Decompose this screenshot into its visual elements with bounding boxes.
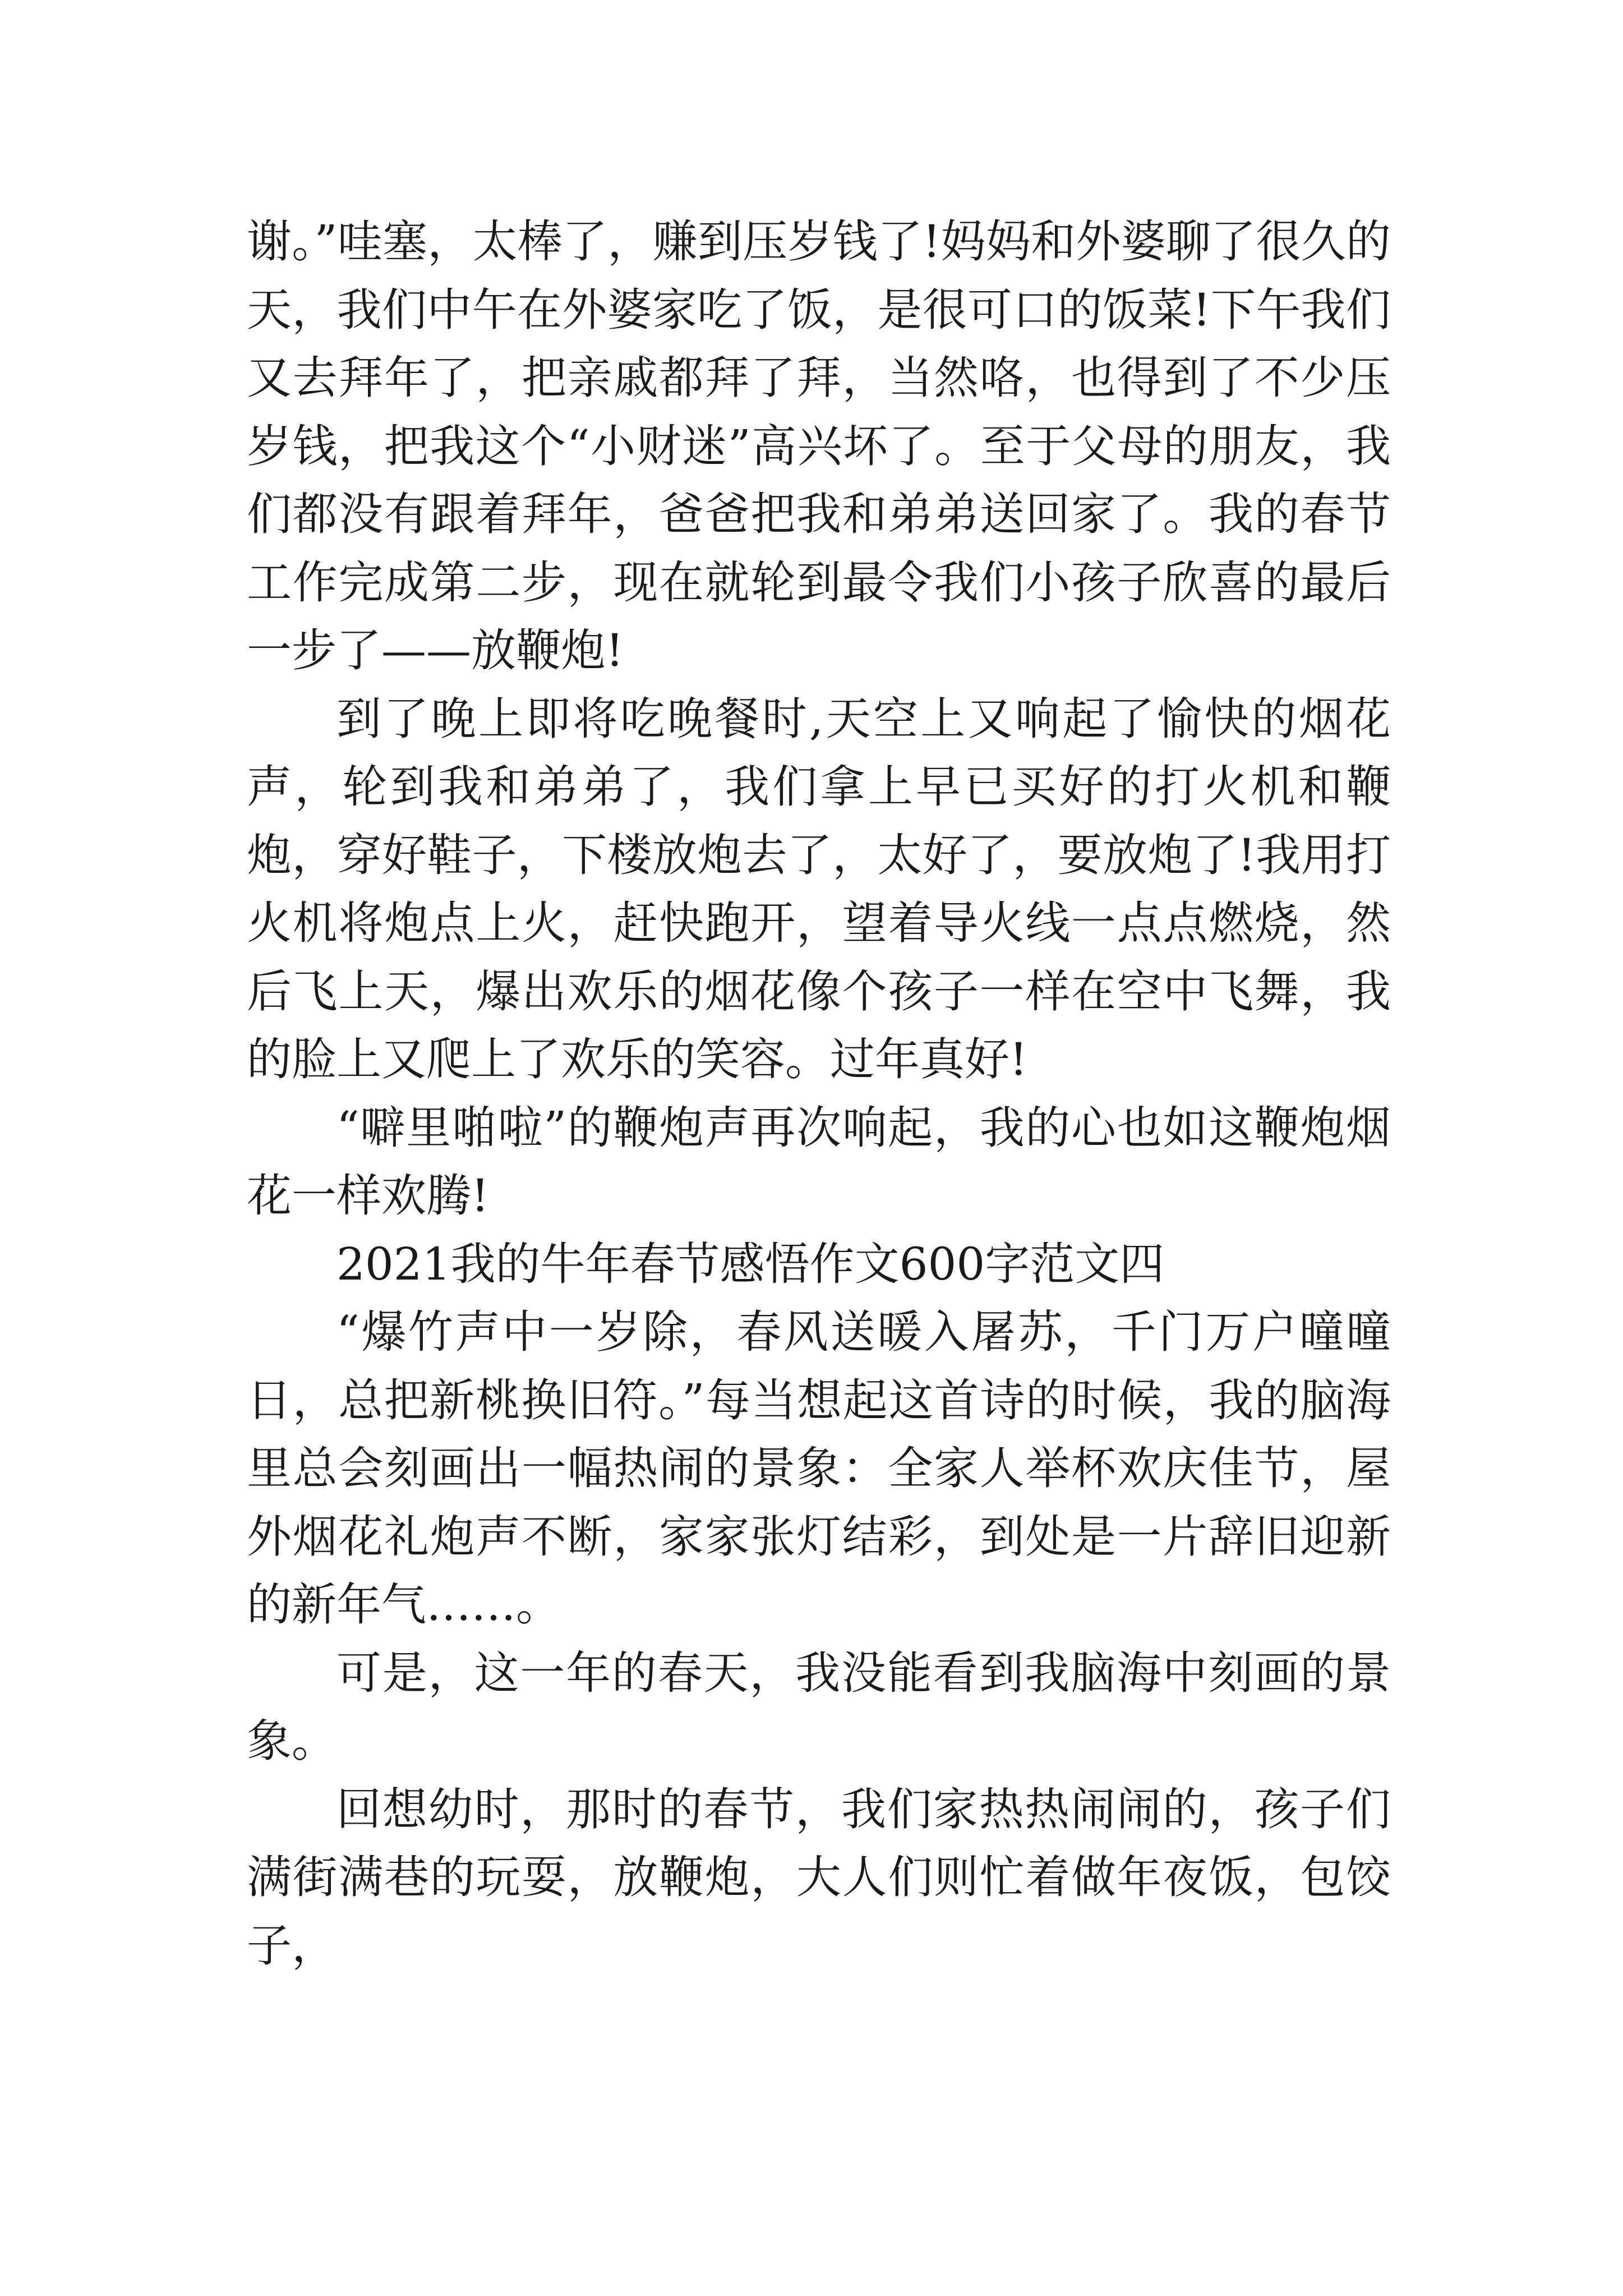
- paragraph-poem: “爆竹声中一岁除，春风送暖入屠苏，千门万户曈曈日，总把新桃换旧符。”每当想起这首诗的时候，我的脑海里总会刻画出一幅热闹的景象：全家人举杯欢庆佳节，屋外烟花礼炮声不断，家家张灯结彩，到处是一片辞旧迎新的新年气……。: [247, 1306, 1391, 1631]
- paragraph-firecracker-sound: “噼里啪啦”的鞭炮声再次响起，我的心也如这鞭炮烟花一样欢腾!: [247, 1101, 1391, 1222]
- paragraph-fireworks: 到了晚上即将吃晚餐时,天空上又响起了愉快的烟花声，轮到我和弟弟了，我们拿上早已买好的打火机和鞭炮，穿好鞋子，下楼放炮去了，太好了，要放炮了!我用打火机将炮点上火，赶快跑开，望着导火线一点点燃烧，然后飞上天，爆出欢乐的烟花像个孩子一样在空中飞舞，我的脸上又爬上了欢乐的笑容。过年真好!: [247, 692, 1391, 1085]
- paragraph-continuation: 谢。”哇塞，太棒了，赚到压岁钱了!妈妈和外婆聊了很久的天，我们中午在外婆家吃了饭，是很可口的饭菜!下午我们又去拜年了，把亲戚都拜了拜，当然咯，也得到了不少压岁钱，把我这个“小财迷”高兴坏了。至于父母的朋友，我们都没有跟着拜年，爸爸把我和弟弟送回家了。我的春节工作完成第二步，现在就轮到最令我们小孩子欣喜的最后一步了——放鞭炮!: [247, 215, 1391, 677]
- essay-heading: 2021我的牛年春节感悟作文600字范文四: [336, 1237, 1165, 1290]
- paragraph-this-year: 可是，这一年的春天，我没能看到我脑海中刻画的景象。: [247, 1646, 1391, 1767]
- paragraph-childhood: 回想幼时，那时的春节，我们家热热闹闹的，孩子们满街满巷的玩耍，放鞭炮，大人们则忙着做年夜饭，包饺子，: [247, 1783, 1391, 1972]
- document-body: [247, 208, 1391, 1980]
